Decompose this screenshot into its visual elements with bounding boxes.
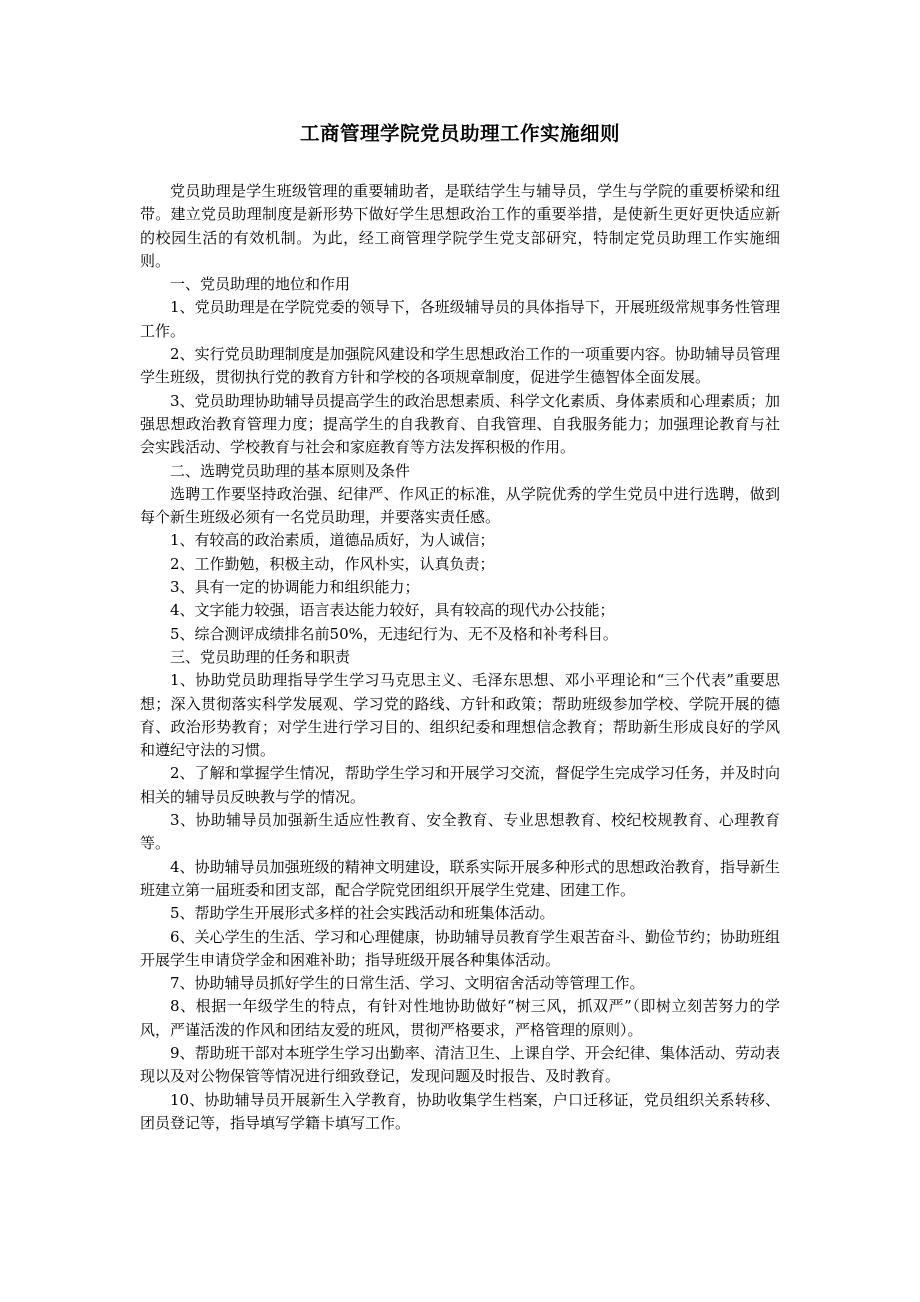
- section-paragraph: 3、协助辅导员加强新生适应性教育、安全教育、专业思想教育、校纪校规教育、心理教育等。: [140, 811, 780, 853]
- section-paragraph: 3、具有一定的协调能力和组织能力；: [170, 578, 420, 597]
- section-heading: 三、党员助理的任务和职责: [170, 647, 351, 666]
- section-paragraph: 2、了解和掌握学生情况，帮助学生学习和开展学习交流，督促学生完成学习任务，并及时向相关的辅导员反映教与学的情况。: [140, 764, 780, 806]
- section-paragraph: 2、工作勤勉，积极主动，作风朴实，认真负责；: [170, 554, 495, 573]
- section-paragraph: 2、实行党员助理制度是加强院风建设和学生思想政治工作的一项重要内容。协助辅导员管理学生班级，贯彻执行党的教育方针和学校的各项规章制度，促进学生德智体全面发展。: [140, 345, 780, 387]
- section-paragraph: 选聘工作要坚持政治强、纪律严、作风正的标准，从学院优秀的学生党员中进行选聘，做到每个新生班级必须有一名党员助理，并要落实责任感。: [140, 484, 780, 527]
- document-title: 工商管理学院党员助理工作实施细则: [299, 122, 620, 145]
- section-paragraph: 10、协助辅导员开展新生入学教育，协助收集学生档案，户口迁移证，党员组织关系转移、团员登记等，指导填写学籍卡填写工作。: [140, 1090, 780, 1132]
- section-paragraph: 5、帮助学生开展形式多样的社会实践活动和班集体活动。: [170, 904, 555, 923]
- section-paragraph: 1、协助党员助理指导学生学习马克思主义、毛泽东思想、邓小平理论和“三个代表”重要思想；深入贯彻落实科学发展观、学习党的路线、方针和政策；帮助班级参加学校、学院开展的德育、政治形势教育；对学生进行学习目的、组织纪委和理想信念教育；帮助新生形成良好的学风和遵纪守法的习惯。: [140, 671, 780, 760]
- section-paragraph: 1、有较高的政治素质，道德品质好，为人诚信；: [170, 531, 495, 550]
- section-paragraph: 1、党员助理是在学院党委的领导下，各班级辅导员的具体指导下，开展班级常规事务性管理工作。: [140, 298, 780, 340]
- section-paragraph: 6、关心学生的生活、学习和心理健康，协助辅导员教育学生艰苦奋斗、勤俭节约；协助班组开展学生申请贷学金和困难补助；指导班级开展各种集体活动。: [140, 927, 780, 969]
- intro-paragraph: 党员助理是学生班级管理的重要辅助者，是联结学生与辅导员，学生与学院的重要桥梁和纽带。建立党员助理制度是新形势下做好学生思想政治工作的重要举措，是使新生更好更快适应新的校园生活的有效机制。为此，经工商管理学院学生党支部研究，特制定党员助理工作实施细则。: [140, 182, 780, 270]
- section-paragraph: 8、根据一年级学生的特点，有针对性地协助做好“树三风，抓双严”（即树立刻苦努力的学风，严谨活泼的作风和团结友爱的班风，贯彻严格要求，严格管理的原则）。: [140, 997, 780, 1039]
- section-paragraph: 4、文字能力较强，语言表达能力较好，具有较高的现代办公技能；: [170, 601, 615, 620]
- section-heading: 一、党员助理的地位和作用: [170, 275, 351, 294]
- section-heading: 二、选聘党员助理的基本原则及条件: [170, 461, 411, 480]
- section-paragraph: 4、协助辅导员加强班级的精神文明建设，联系实际开展多种形式的思想政治教育，指导新生班建立第一届班委和团支部，配合学院党团组织开展学生党建、团建工作。: [140, 857, 780, 899]
- section-paragraph: 5、综合测评成绩排名前50%，无违纪行为、无不及格和补考科目。: [170, 624, 618, 643]
- document-body: [140, 180, 780, 1135]
- section-paragraph: 7、协助辅导员抓好学生的日常生活、学习、文明宿舍活动等管理工作。: [170, 974, 645, 993]
- section-paragraph: 3、党员助理协助辅导员提高学生的政治思想素质、科学文化素质、身体素质和心理素质；加强思想政治教育管理力度；提高学生的自我教育、自我管理、自我服务能力；加强理论教育与社会实践活动、学校教育与社会和家庭教育等方法发挥积极的作用。: [140, 391, 780, 457]
- section-paragraph: 9、帮助班干部对本班学生学习出勤率、清洁卫生、上课自学、开会纪律、集体活动、劳动表现以及对公物保管等情况进行细致登记，发现问题及时报告、及时教育。: [140, 1043, 780, 1086]
